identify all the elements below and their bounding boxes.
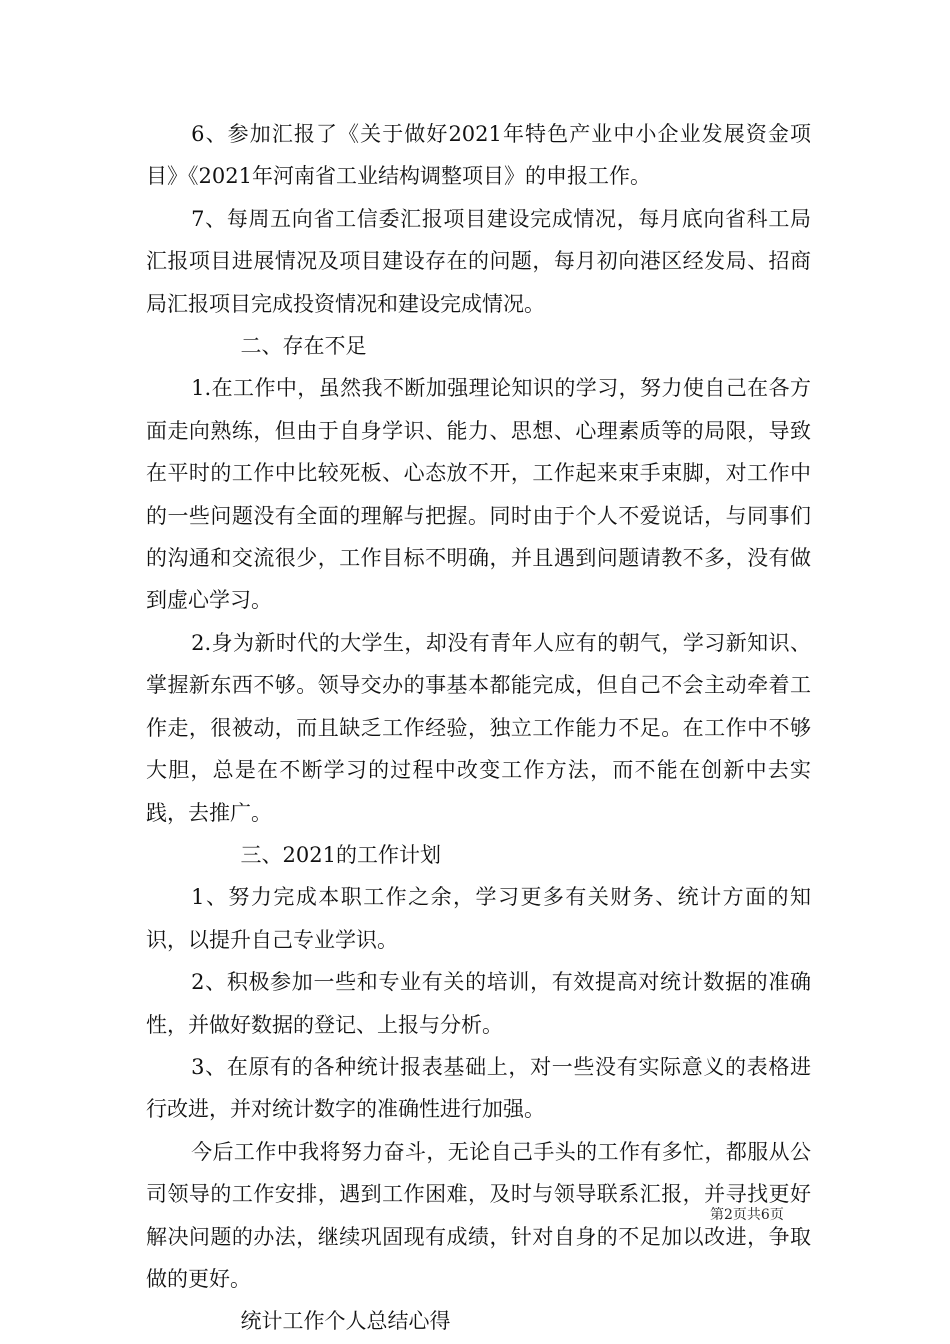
document-body [146, 113, 811, 1343]
paragraph-shortcoming-1: 1.在工作中，虽然我不断加强理论知识的学习，努力使自己在各方面走向熟练，但由于自身学识、能力、思想、心理素质等的局限，导致在平时的工作中比较死板、心态放不开，工作起来束手束脚，对工作中的一些问题没有全面的理解与把握。同时由于个人不爱说话，与同事们的沟通和交流很少，工作目标不明确，并且遇到问题请教不多，没有做到虚心学习。 [146, 376, 811, 613]
paragraph-shortcoming-2: 2.身为新时代的大学生，却没有青年人应有的朝气，学习新知识、掌握新东西不够。领导交办的事基本都能完成，但自己不会主动牵着工作走，很被动，而且缺乏工作经验，独立工作能力不足。在工作中不够大胆，总是在不断学习的过程中改变工作方法，而不能在创新中去实践，去推广。 [146, 630, 811, 825]
paragraph-plan-3: 3、在原有的各种统计报表基础上，对一些没有实际意义的表格进行改进，并对统计数字的准确性进行加强。 [146, 1054, 811, 1122]
paragraph-plan-1: 1、努力完成本职工作之余，学习更多有关财务、统计方面的知识，以提升自己专业学识。 [146, 885, 811, 952]
page-number-footer: 第2页共6页 [710, 1207, 784, 1223]
section-heading-shortcomings: 二、存在不足 [240, 334, 367, 359]
paragraph-item-7: 7、每周五向省工信委汇报项目建设完成情况，每月底向省科工局汇报项目进展情况及项目建设存在的问题，每月初向港区经发局、招商局汇报项目完成投资情况和建设完成情况。 [146, 206, 811, 316]
paragraph-conclusion: 今后工作中我将努力奋斗，无论自己手头的工作有多忙，都服从公司领导的工作安排，遇到工作困难，及时与领导联系汇报，并寻找更好解决问题的办法，继续巩固现有成绩，针对自身的不足加以改进，争取做的更好。 [146, 1139, 811, 1291]
section-heading-work-plan: 三、2021的工作计划 [240, 842, 441, 867]
next-article-title: 统计工作个人总结心得 [240, 1309, 451, 1334]
paragraph-item-6: 6、参加汇报了《关于做好2021年特色产业中小企业发展资金项目》《2021年河南省工业结构调整项目》的申报工作。 [146, 122, 811, 189]
paragraph-plan-2: 2、积极参加一些和专业有关的培训，有效提高对统计数据的准确性，并做好数据的登记、上报与分析。 [146, 970, 811, 1037]
